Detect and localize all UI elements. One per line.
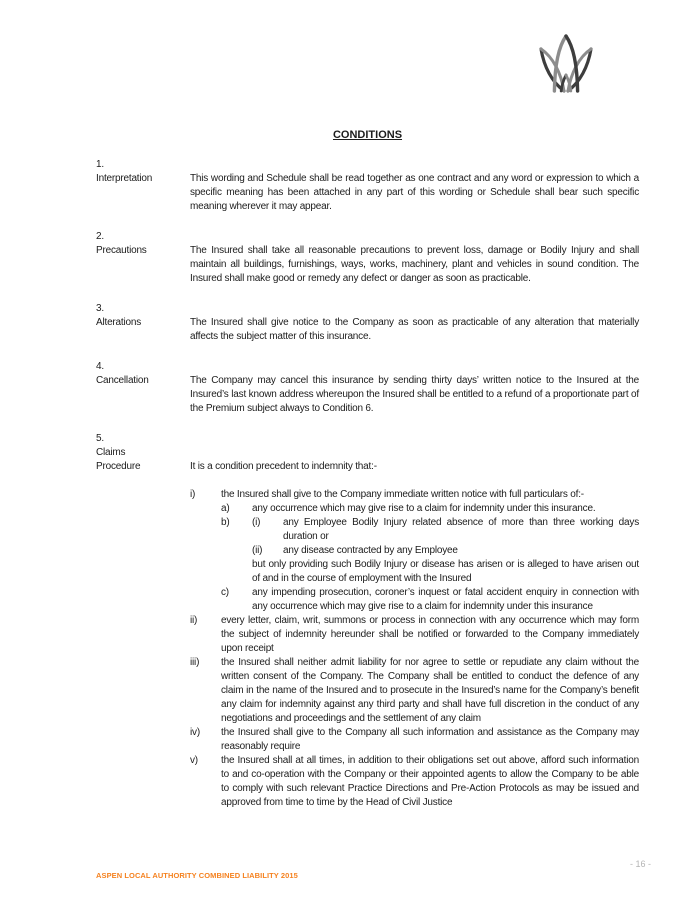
list-marker: iv) (190, 727, 200, 738)
claims-list-item (252, 516, 639, 544)
section-number: 5. (96, 433, 104, 444)
condition-section (96, 158, 639, 214)
claims-list (190, 488, 639, 810)
section-body-text: This wording and Schedule shall be read together as one contract and any word or expression to which a specific meaning has been attached in any part of this wording or Schedule shall bear such specific meaning wherever it may appear. (190, 173, 639, 212)
list-item-continuation: but only providing such Bodily Injury or disease has arisen or is alleged to have arisen out of and in the course of employment with the Insured (252, 559, 639, 584)
list-item-text: the Insured shall neither admit liability for nor agree to settle or repudiate any claim without the written consent of the Company. The Company shall be entitled to conduct the defence of any claim in the name of the Insured and to prosecute in the Insured’s name for the Company’s benefit any claim for indemnity against any third party and shall have full discretion in the conduct of any negotiations and proceedings and the settlement of any claim (221, 657, 639, 724)
list-item-text: any disease contracted by any Employee (283, 545, 458, 556)
section-body-text: It is a condition precedent to indemnity that:- (190, 461, 377, 472)
section-row (96, 316, 639, 344)
condition-section (96, 230, 639, 286)
claims-list-item (221, 502, 639, 516)
claims-list-item (221, 516, 639, 586)
condition-section (96, 302, 639, 344)
section-label-line: Interpretation (96, 173, 153, 184)
condition-section (96, 360, 639, 416)
list-item-text: every letter, claim, writ, summons or process in connection with any occurrence which may form the subject of indemnity hereunder shall be notified or forwarded to the Company immediately upon receipt (221, 615, 639, 654)
section-body (190, 172, 639, 214)
claims-list-item (252, 544, 639, 558)
section-row (96, 446, 639, 810)
section-body-text: The Insured shall take all reasonable precautions to prevent loss, damage or Bodily Injury and shall maintain all buildings, furnishings, ways, works, machinery, plant and vehicles in sound condition. The Insured shall make good or remedy any defect or danger as soon as practicable. (190, 245, 639, 284)
list-marker: ii) (190, 615, 198, 626)
list-item-content (283, 516, 639, 544)
list-item-content (283, 544, 639, 558)
list-marker: a) (221, 503, 230, 514)
list-marker: (i) (252, 517, 261, 528)
list-item-text: any impending prosecution, coroner’s inquest or fatal accident enquiry in connection with any occurrence which may give rise to a claim for indemnity under this insurance (252, 587, 639, 612)
section-row (96, 374, 639, 416)
section-body-text: The Insured shall give notice to the Company as soon as practicable of any alteration that materially affects the subject matter of this insurance. (190, 317, 639, 342)
list-marker: i) (190, 489, 196, 500)
list-item-text: the Insured shall give to the Company all such information and assistance as the Company may reasonably require (221, 727, 639, 752)
section-number: 1. (96, 159, 104, 170)
section-label (96, 244, 190, 286)
section-number: 3. (96, 303, 104, 314)
list-item-content (252, 516, 639, 586)
section-label (96, 172, 190, 214)
conditions-sections (96, 158, 639, 810)
list-item-content (221, 656, 639, 726)
list-item-content (221, 488, 639, 614)
section-label-line: Precautions (96, 245, 147, 256)
aspen-logo-icon (533, 34, 599, 94)
document-content (96, 128, 639, 826)
section-label (96, 446, 190, 810)
list-item-content (252, 502, 639, 516)
list-item-content (221, 754, 639, 810)
list-item-content (221, 726, 639, 754)
claims-list-item (190, 488, 639, 614)
list-marker: c) (221, 587, 229, 598)
section-body (190, 446, 639, 810)
list-item-text: any occurrence which may give rise to a claim for indemnity under this insurance. (252, 503, 596, 514)
list-marker: b) (221, 517, 230, 528)
section-row (96, 172, 639, 214)
claims-list-item (190, 754, 639, 810)
list-marker: (ii) (252, 545, 263, 556)
section-body (190, 244, 639, 286)
claims-list-item (190, 614, 639, 656)
section-label (96, 316, 190, 344)
section-label-line: Claims (96, 447, 126, 458)
page-title: CONDITIONS (332, 129, 403, 141)
section-body-text: The Company may cancel this insurance by sending thirty days’ written notice to the Insured at the Insured’s last known address whereupon the Insured shall be entitled to a refund of a proportionate part of the Premium subject always to Condition 6. (190, 375, 639, 414)
section-body (190, 316, 639, 344)
list-item-text: the Insured shall give to the Company immediate written notice with full particulars of:- (221, 489, 584, 500)
list-item-text: any Employee Bodily Injury related absence of more than three working days duration or (283, 517, 639, 542)
condition-section (96, 432, 639, 810)
section-label (96, 374, 190, 416)
claims-list-item (190, 656, 639, 726)
claims-list-item (221, 586, 639, 614)
section-number: 4. (96, 361, 104, 372)
list-item-content (221, 614, 639, 656)
section-label-line: Procedure (96, 461, 141, 472)
page-number: - 16 - (629, 859, 651, 869)
list-marker: iii) (190, 657, 200, 668)
section-label-line: Cancellation (96, 375, 149, 386)
section-row (96, 244, 639, 286)
footer-text: ASPEN LOCAL AUTHORITY COMBINED LIABILITY 2015 (96, 871, 298, 880)
list-item-text: the Insured shall at all times, in addition to their obligations set out above, afford such information to and co-operation with the Company or their appointed agents to allow the Company to be able to comply with such relevant Practice Directions and Pre-Action Protocols as may be issued and approved from time to time by the Head of Civil Justice (221, 755, 639, 808)
section-number: 2. (96, 231, 104, 242)
claims-list-item (190, 726, 639, 754)
list-marker: v) (190, 755, 198, 766)
list-item-content (252, 586, 639, 614)
section-body (190, 374, 639, 416)
section-label-line: Alterations (96, 317, 142, 328)
